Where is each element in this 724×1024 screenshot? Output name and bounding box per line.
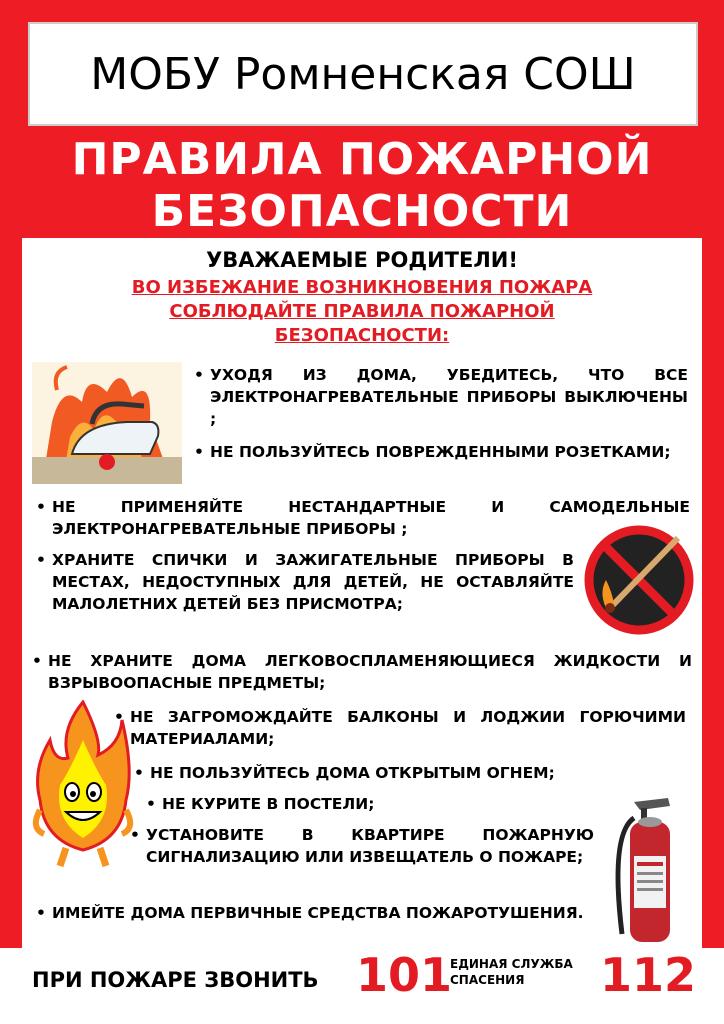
- rescue-service-line2: СПАСЕНИЯ: [450, 973, 525, 987]
- rule-1: • УХОДЯ ИЗ ДОМА, УБЕДИТЕСЬ, ЧТО ВСЕ ЭЛЕКТРОНАГРЕВАТЕЛЬНЫЕ ПРИБОРЫ ВЫКЛЮЧЕНЫ ;: [194, 366, 688, 428]
- intro-warning: [0, 276, 724, 348]
- rescue-service-label: [450, 956, 573, 988]
- rule-7: • НЕ ПОЛЬЗУЙТЕСЬ ДОМА ОТКРЫТЫМ ОГНЕМ;: [134, 764, 555, 782]
- intro-line3: БЕЗОПАСНОСТИ:: [274, 325, 450, 346]
- rule-2: • НЕ ПОЛЬЗУЙТЕСЬ ПОВРЕЖДЕННЫМИ РОЗЕТКАМИ;: [194, 443, 671, 461]
- rescue-service-line1: ЕДИНАЯ СЛУЖБА: [450, 957, 573, 971]
- rule-8: • НЕ КУРИТЕ В ПОСТЕЛИ;: [146, 795, 375, 813]
- school-name-box: [28, 22, 698, 126]
- fire-number: 101: [356, 948, 453, 1002]
- fire-extinguisher-icon: [604, 794, 690, 946]
- call-text: ПРИ ПОЖАРЕ ЗВОНИТЬ: [32, 968, 319, 992]
- school-name: МОБУ Ромненская СОШ: [90, 48, 636, 100]
- rule-5: • НЕ ХРАНИТЕ ДОМА ЛЕГКОВОСПЛАМЕНЯЮЩИЕСЯ ЖИДКОСТИ И ВЗРЫВООПАСНЫЕ ПРЕДМЕТЫ;: [32, 652, 692, 692]
- greeting: УВАЖАЕМЫЕ РОДИТЕЛИ!: [206, 248, 518, 272]
- rule-9: • УСТАНОВИТЕ В КВАРТИРЕ ПОЖАРНУЮ СИГНАЛИЗАЦИЮ ИЛИ ИЗВЕЩАТЕЛЬ О ПОЖАРЕ;: [130, 826, 594, 866]
- poster-title-line2: БЕЗОПАСНОСТИ: [151, 186, 573, 237]
- iron-fire-icon: [32, 362, 182, 484]
- intro-line2: СОБЛЮДАЙТЕ ПРАВИЛА ПОЖАРНОЙ: [169, 301, 555, 322]
- intro-line1: ВО ИЗБЕЖАНИЕ ВОЗНИКНОВЕНИЯ ПОЖАРА: [131, 277, 593, 298]
- rule-3: • НЕ ПРИМЕНЯЙТЕ НЕСТАНДАРТНЫЕ И САМОДЕЛЬНЫЕ ЭЛЕКТРОНАГРЕВАТЕЛЬНЫЕ ПРИБОРЫ ;: [36, 498, 690, 538]
- rule-10: • ИМЕЙТЕ ДОМА ПЕРВИЧНЫЕ СРЕДСТВА ПОЖАРОТУШЕНИЯ.: [36, 904, 584, 922]
- poster-title-line1: ПРАВИЛА ПОЖАРНОЙ: [71, 134, 653, 185]
- no-matches-icon: [582, 524, 696, 636]
- rescue-number: 112: [600, 948, 697, 1002]
- rule-6: • НЕ ЗАГРОМОЖДАЙТЕ БАЛКОНЫ И ЛОДЖИИ ГОРЮЧИМИ МАТЕРИАЛАМИ;: [114, 708, 686, 748]
- rule-4: • ХРАНИТЕ СПИЧКИ И ЗАЖИГАТЕЛЬНЫЕ ПРИБОРЫ В МЕСТАХ, НЕДОСТУПНЫХ ДЛЯ ДЕТЕЙ, НЕ ОСТАВЛЯЙТЕ МАЛОЛЕТНИХ ДЕТЕЙ БЕЗ ПРИСМОТРА;: [36, 551, 574, 613]
